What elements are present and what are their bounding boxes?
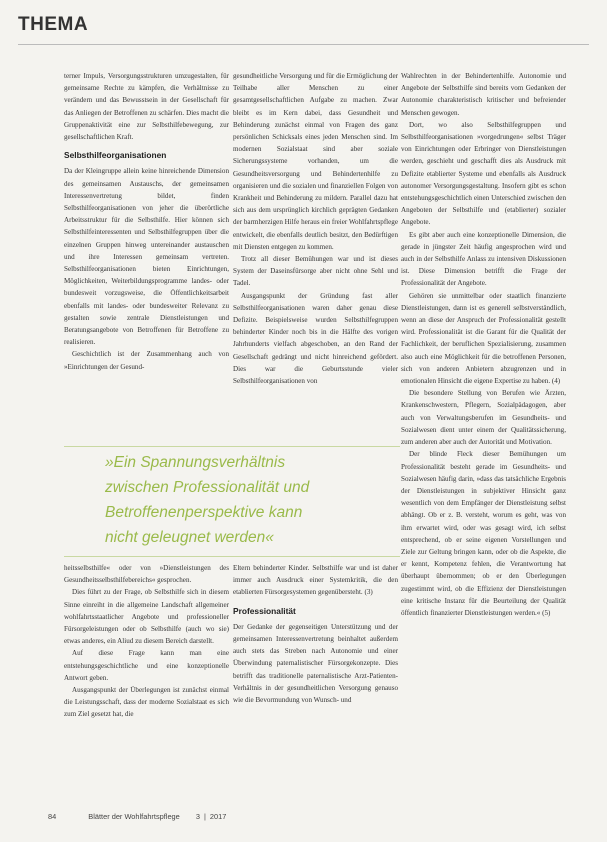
pull-quote-line: zwischen Professionalität und [105,479,310,496]
col3-paragraph-1: Wahlrechten in der Behindertenhilfe. Autonomie und Angebote der Selbsthilfe sind bereits vom Gedanken der Autonomie charakteristisch kritischer und befreiender Menschen gewogen. [401,72,566,117]
heading-selbsthilfeorganisationen: Selbsthilfeorganisationen [64,150,167,161]
column-2-top [233,70,398,386]
col1-paragraph-1: Da der Kleingruppe allein keine hinreichende Dimension des gemeinsamen Austauschs, der gemeinsamen Interessenvertretung bildet, finden Selbsthilfeorganisationen von jeher die überörtliche Arbeitsstruktur für die Selbsthilfe. Hier können sich Selbsthilfeinteressenten und Selbsthilfegruppen über die einzelnen Gruppen hinweg untereinander austauschen und ihre Interessen gemeinsam vertreten. Selbsthilfeorganisationen bieten Einrichtungen, Möglichkeiten, Weiterbildungsprogramme landes- oder bundesweit vorzugsweise, die Öffentlichkeitsarbeit ebenfalls mit landes- oder bundesweiter Relevanz zu gestalten sowie zentrale Dienstleistungen und Beratungsangebote von Betroffenen für Betroffene zu realisieren. [64,167,229,347]
col1b-paragraph-1: heitsselbsthilfe« oder von »Dienstleistungen des Gesundheitsselbsthilfebereichs« gesprochen. [64,564,229,585]
column-2-bottom [233,562,398,707]
pull-quote [105,450,395,550]
col1-paragraph-2: Geschichtlich ist der Zusammenhang auch von »Einrichtungen der Gesund- [64,350,229,371]
pull-quote-line: »Ein Spannungsverhältnis [105,454,286,471]
col3-paragraph-3: Es gibt aber auch eine konzeptionelle Dimension, die gerade in jüngster Zeit häufig angesprochen wird und auch in der Selbsthilfe Anlass zu intensiven Diskussionen ist. Diese Dimension betrifft die Frage der Professionalität der Angebote. [401,230,566,288]
col3-paragraph-2: Dort, wo also Selbsthilfegruppen und Selbsthilfeorganisationen »vorgedrungen« selbst Träger von Einrichtungen oder Erbringer von Dienstleistungen werden, geschieht und geschafft dies als Ausdruck mit Defizite etablierter Systeme und ebenfalls als Ausdruck autonomer Versorgungsgestaltung. Insofern gibt es schon entstehungsgeschichtlich einen Unterschied zwischen den Angeboten der Selbsthilfe und (etablierter) sozialer Angebote. [401,120,566,227]
page-footer [48,812,226,821]
column-1-top [64,70,229,454]
column-1-bottom [64,562,229,812]
col3-paragraph-6: Der blinde Fleck dieser Bemühungen um Professionalität besteht gerade im Gesundheits- und Sozialwesen häufig darin, »dass das tatsächliche Ergebnis der Dienstleistungen in subjektiver Hinsicht ganz wesentlich von dem Empfänger der Dienstleistung selbst abhängt. Ob er z. B. versteht, worum es geht, was von ihm erwartet wird, oder was gesagt wird, ich selbst entsprechend, ob er seine eigenen Vorstellungen und Ziele zur Geltung bringen kann, oder ob die Aspekte, die er kennt, Kompetenz fehlen, die Verantwortung hat überhaupt übernommen; ob er den Überlegungen zugestimmt wird, ob die Effizienz der Dienstleistungen eine kritische Instanz für die Beurteilung der Qualität öffentlich finanzierter Dienstleistungen werden.« (5) [401,450,566,617]
col2-paragraph-2: Trotz all dieser Bemühungen war und ist dieses System der Daseinsfürsorge aber nicht ohne Sehl und Tadel. [233,255,398,288]
issue-number: 3 [195,812,200,821]
issue-separator: | [203,812,206,821]
col3-paragraph-4: Gehören sie unmittelbar oder staatlich finanzierte Dienstleistungen, dann ist es generell selbstverständlich, wenn an diese der Anspruch der Professionalität gestellt wird. Professionalität ist die Garant für die Qualität der Fachlichkeit, der beruflichen Spezialisierung, zusammen also auch eine Möglichkeit für die betroffenen Personen, sich von anderen Anbietern abzugrenzen und in emotionalen Hinsicht die eigene Expertise zu haben. (4) [401,291,566,386]
col2b-paragraph-1: Eltern behinderter Kinder. Selbsthilfe war und ist daher immer auch Ausdruck einer Systemkritik, die den etablierten Fürsorgesystemen gegenübersteht. (3) [233,564,398,597]
col2-paragraph-1: gesundheitliche Versorgung und für die Ermöglichung der Teilhabe aller Menschen zu einer gesamtgesellschaftlichen Aufgabe zu machen. Zwar bleibt es im Kern dabei, dass Gesundheit und Behinderung zunächst einmal von Fragen des ganz persönlichen Schicksals eines jeden Menschen sind. Im modernen Sozialstaat sind aber soziale Sicherungssysteme vorhanden, um die Gesundheitsversorgung und Behindertenhilfe zu organisieren und die sozialen und finanziellen Folgen von Krankheit und Behinderung zu mildern. Parallel dazu hat sich aus dem ursprünglich kirchlich geprägten Gedanken der barmherzigen Hilfe heraus ein freier Wohlfahrtspflege entwickelt, die ebenfalls deutlich besitzt, den Bedürftigen mit Diensten entgegen zu kommen. [233,72,398,251]
col1b-paragraph-4: Ausgangspunkt der Überlegungen ist zunächst einmal die Leistungsschaft, dass der moderne Sozialstaat es sich zum Ziel gesetzt hat, die [64,686,229,719]
pull-quote-rule-bottom [64,556,400,557]
column-2-bottom-continued [233,706,398,814]
pull-quote-line: nicht geleugnet werden« [105,529,274,546]
issue-year: 2017 [209,812,227,821]
page-number: 84 [48,812,57,821]
col1b-paragraph-2: Dies führt zu der Frage, ob Selbsthilfe sich in diesem Sinne einreiht in die allgemeine Landschaft allgemeiner wohlfahrtsstaatlicher Angebote und professioneller Fürsorgeleistungen oder ob Selbsthilfe (auch wo sie) etwas anderes, ein Aliud zu diesem Bereich darstellt. [64,588,229,646]
section-label: THEMA [18,14,89,35]
pull-quote-rule-top [64,446,400,447]
heading-professionalitaet: Professionalität [233,605,296,616]
col2b-paragraph-2: Der Gedanke der gegenseitigen Unterstützung und der gemeinsamen Interessenvertretung beinhaltet außerdem auch stets das Streben nach Autonomie und einer Überwindung paternalistischer Fürsorgekonzepte. Dies betrifft das traditionelle paternalistische Arzt-Patienten-Verhältnis in der gesundheitlichen Versorgung genauso wie die Bevormundung von Wunsch- und [233,622,398,705]
col2-paragraph-3: Ausgangspunkt der Gründung fast aller Selbsthilfeorganisationen waren daher genau diese Defizite. Beispielsweise wurden Selbsthilfegruppen behinderter Kinder noch bis in die Hälfte des vorigen Jahrhunderts vielfach abgeschoben, an den Rand der Gesellschaft gedrängt und nicht hinreichend gefördert. Dies war die Geburtsstunde vieler Selbsthilfeorganisationen von [233,291,398,386]
header-rule [18,44,589,45]
col3-paragraph-5: Die besondere Stellung von Berufen wie Ärzten, Krankenschwestern, Pflegern, Sozialpädagogen, aber auch von Verwaltungsberufen im Gesundheits- und Sozialwesen dient unter einem der Qualitätssicherung, zum anderen aber auch der Autorität und Motivation. [401,389,566,447]
magazine-title: Blätter der Wohlfahrtspflege [88,812,180,821]
pull-quote-line: Betroffenenperspektive kann [105,504,303,521]
column-3 [401,70,566,820]
col1-intro: terner Impuls, Versorgungsstrukturen umzugestalten, für gemeinsame Rechte zu kämpfen, die Verhältnisse zu verändern und das Bewusstsein in der Gesellschaft für das Anliegen der Betroffenen zu schärfen. Dies macht die Gruppenaktivität eine zur Selbsthilfebewegung, zur gesellschaftlichen Kraft. [64,72,229,142]
col1b-paragraph-3: Auf diese Frage kann man eine entstehungsgeschichtliche und eine konzeptionelle Antwort geben. [64,649,229,682]
